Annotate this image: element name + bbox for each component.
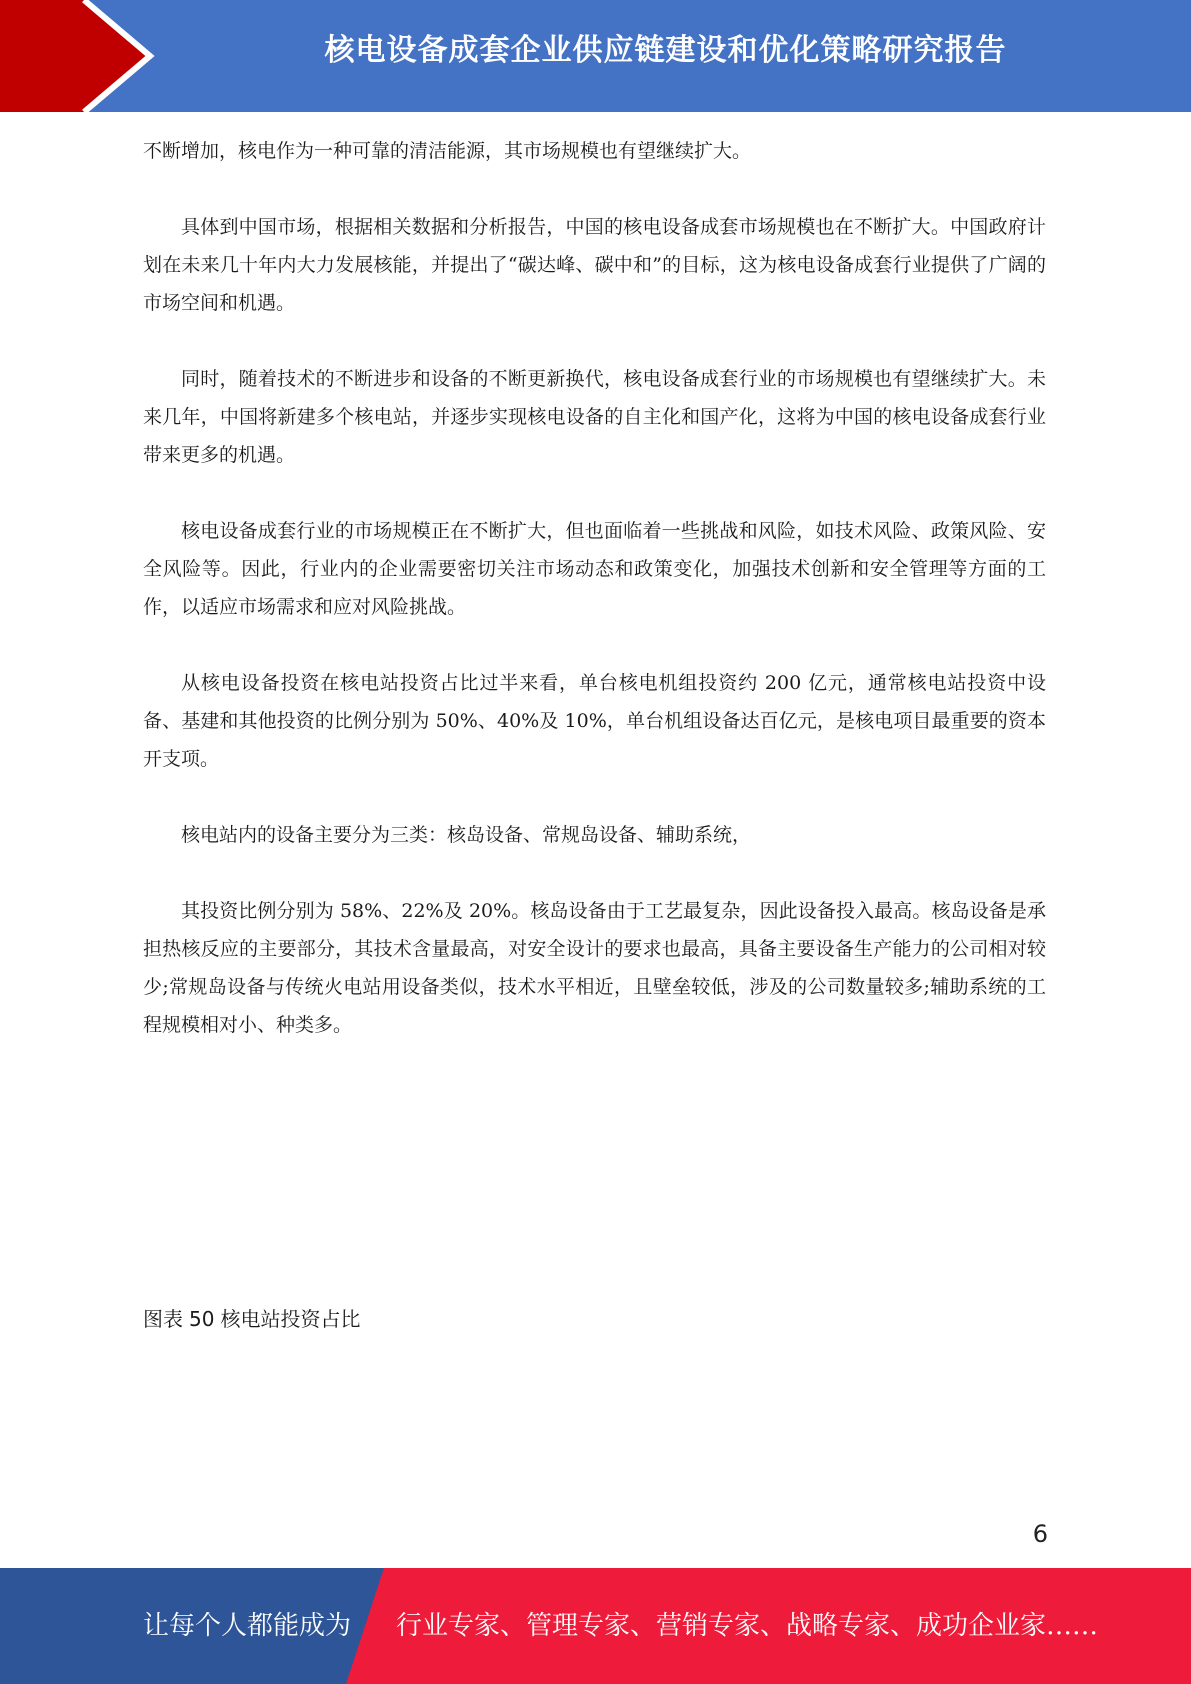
page-header bbox=[0, 0, 1191, 112]
paragraph-6: 核电站内的设备主要分为三类：核岛设备、常规岛设备、辅助系统， bbox=[181, 824, 752, 846]
header-chevron-decoration bbox=[0, 0, 160, 112]
footer-slogan-left: 让每个人都能成为 bbox=[143, 1611, 352, 1641]
paragraph-2: 具体到中国市场，根据相关数据和分析报告，中国的核电设备成套市场规模也在不断扩大。中国政府计划在未来几十年内大力发展核能，并提出了“碳达峰、碳中和”的目标，这为核电设备成套行业提供了广阔的市场空间和机遇。 bbox=[143, 216, 1046, 314]
figure-caption-title: 核电站投资占比 bbox=[220, 1307, 361, 1331]
figure-caption bbox=[143, 1304, 360, 1334]
page-body bbox=[143, 132, 1046, 1082]
figure-caption-prefix: 图表 bbox=[143, 1307, 183, 1331]
report-title: 核电设备成套企业供应链建设和优化策略研究报告 bbox=[324, 33, 1007, 68]
paragraph-1: 不断增加，核电作为一种可靠的清洁能源，其市场规模也有望继续扩大。 bbox=[143, 140, 752, 162]
page-footer bbox=[0, 1568, 1191, 1684]
paragraph-5: 从核电设备投资在核电站投资占比过半来看，单台核电机组投资约 200 亿元，通常核电站投资中设备、基建和其他投资的比例分别为 50%、40%及 10%，单台机组设备达百亿元，是核电项目最重要的资本开支项。 bbox=[143, 672, 1046, 770]
page-number: 6 bbox=[1032, 1520, 1048, 1548]
paragraph-4: 核电设备成套行业的市场规模正在不断扩大，但也面临着一些挑战和风险，如技术风险、政策风险、安全风险等。因此，行业内的企业需要密切关注市场动态和政策变化，加强技术创新和安全管理等方面的工作，以适应市场需求和应对风险挑战。 bbox=[143, 520, 1046, 618]
figure-caption-number: 50 bbox=[189, 1307, 215, 1331]
paragraph-7: 其投资比例分别为 58%、22%及 20%。核岛设备由于工艺最复杂，因此设备投入最高。核岛设备是承担热核反应的主要部分，其技术含量最高，对安全设计的要求也最高，具备主要设备生产能力的公司相对较少;常规岛设备与传统火电站用设备类似，技术水平相近，且壁垒较低，涉及的公司数量较多;辅助系统的工程规模相对小、种类多。 bbox=[143, 900, 1046, 1036]
footer-slogan-right: 行业专家、管理专家、营销专家、战略专家、成功企业家…… bbox=[396, 1611, 1099, 1641]
header-accent-shape bbox=[0, 0, 150, 112]
paragraph-3: 同时，随着技术的不断进步和设备的不断更新换代，核电设备成套行业的市场规模也有望继续扩大。未来几年，中国将新建多个核电站，并逐步实现核电设备的自主化和国产化，这将为中国的核电设备成套行业带来更多的机遇。 bbox=[143, 368, 1046, 466]
